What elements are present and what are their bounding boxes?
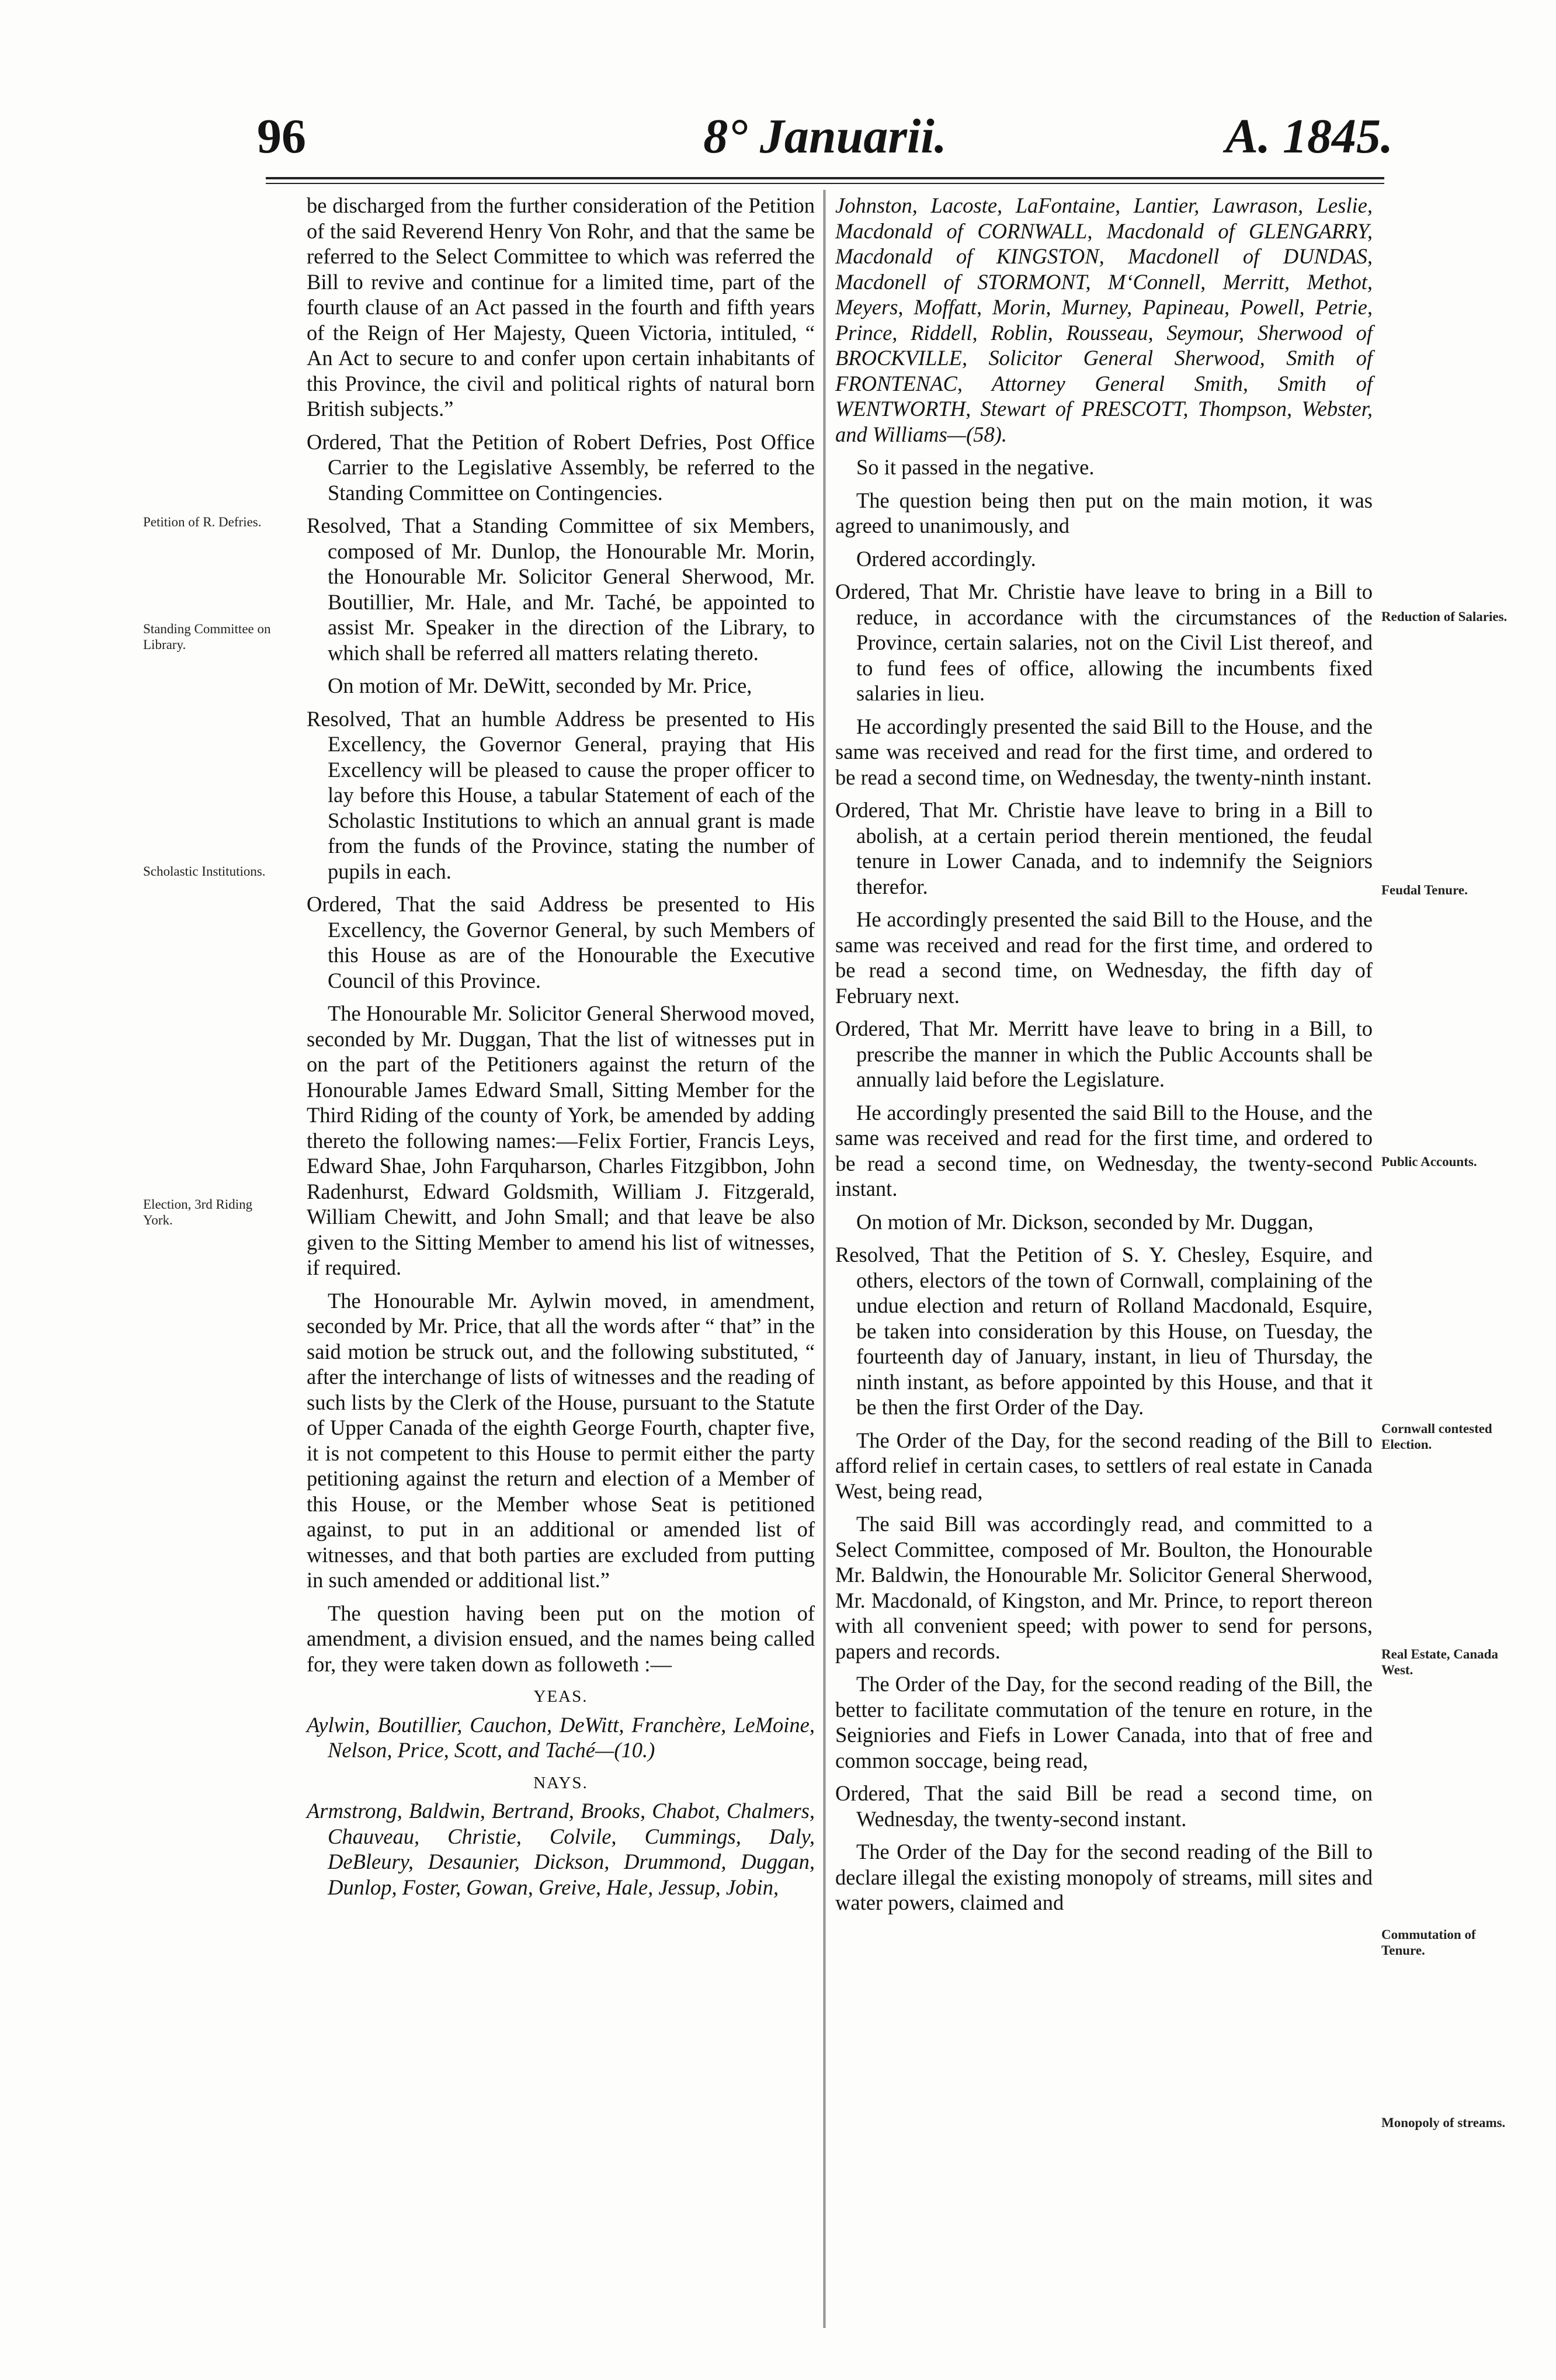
- right-paragraph-11: Resolved, That the Petition of S. Y. Chesley, Esquire, and others, electors of the town of Cornwall, complaining of the undue election and return of Rolland Macdonald, Esquire, be taken into consideration by this House, on Tuesday, the fourteenth day of January, instant, in lieu of Thursday, the ninth instant, as before appointed by this House, and that it be then the first Order of the Day.: [835, 1243, 1373, 1419]
- right-paragraph-3: Ordered accordingly.: [856, 546, 1036, 571]
- right-paragraph-12: The Order of the Day, for the second reading of the Bill to afford relief in certain cases, to settlers of real estate in Canada West, being read,: [835, 1428, 1373, 1503]
- page-header: [257, 108, 1393, 178]
- right-paragraph-6: Ordered, That Mr. Christie have leave to bring in a Bill to abolish, at a certain period therein mentioned, the feudal tenure in Lower Canada, and to indemnify the Seigniors therefor.: [835, 798, 1373, 898]
- left-paragraph-1: be discharged from the further consideration of the Petition of the said Reverend Henry Von Rohr, and that the same be referred to the Select Committee to which was referred the Bill to revive and continue for a limited time, part of the fourth clause of an Act passed in the fourth and fifth years of the Reign of Her Majesty, Queen Victoria, intituled, “ An Act to secure to and confer upon certain inhabitants of this Province, the civil and political rights of natural born British subjects.”: [307, 193, 815, 421]
- right-paragraph-5: He accordingly presented the said Bill to the House, and the same was received and read for the first time, and ordered to be read a second time, on Wednesday, the twenty-ninth instant.: [835, 714, 1373, 789]
- yeas-label: YEAS.: [533, 1687, 588, 1706]
- page-number: 96: [257, 109, 306, 164]
- right-paragraph-10: On motion of Mr. Dickson, seconded by Mr. Duggan,: [856, 1209, 1314, 1234]
- page-date: 8° Januarii.: [703, 109, 947, 164]
- page-year: A. 1845.: [1225, 109, 1393, 164]
- margin-note-library: Standing Committee on Library.: [143, 622, 271, 652]
- header-rule-thin: [266, 183, 1384, 184]
- margin-note-feudal: Feudal Tenure.: [1381, 883, 1468, 897]
- nays-names-continued: Johnston, Lacoste, LaFontaine, Lantier, Lawrason, Leslie, Macdonald of CORNWALL, Macdonald of GLENGARRY, Macdonald of KINGSTON, Macdonell of DUNDAS, Macdonell of STORMONT, M‘Connell, Merritt, Methot, Meyers, Moffatt, Morin, Murney, Papineau, Powell, Petrie, Prince, Riddell, Roblin, Rousseau, Seymour, Sherwood of BROCKVILLE, Solicitor General Sherwood, Smith of FRONTENAC, Attorney General Smith, Smith of WENTWORTH, Stewart of PRESCOTT, Thompson, Webster, and Williams—(58).: [835, 193, 1373, 446]
- column-divider: [824, 190, 828, 2328]
- right-paragraph-8: Ordered, That Mr. Merritt have leave to bring in a Bill, to prescribe the manner in which the Public Accounts shall be annually laid before the Legislature.: [835, 1016, 1373, 1091]
- header-rule-thick: [266, 177, 1384, 179]
- left-paragraph-4: On motion of Mr. DeWitt, seconded by Mr. Price,: [328, 674, 752, 698]
- margin-note-scholastic: Scholastic Institutions.: [143, 864, 266, 879]
- right-paragraph-9: He accordingly presented the said Bill to the House, and the same was received and read for the first time, and ordered to be read a second time, on Wednesday, the twenty-second instant.: [835, 1100, 1373, 1201]
- margin-note-petition: Petition of R. Defries.: [143, 515, 262, 529]
- margin-note-commutation: Commutation of Tenure.: [1381, 1927, 1476, 1958]
- left-column: [307, 193, 815, 1907]
- margin-note-accounts: Public Accounts.: [1381, 1154, 1477, 1169]
- nays-label: NAYS.: [533, 1773, 588, 1792]
- margin-note-cornwall: Cornwall contested Election.: [1381, 1421, 1492, 1452]
- margin-note-election: Election, 3rd Riding York.: [143, 1197, 253, 1227]
- right-paragraph-14: The Order of the Day, for the second reading of the Bill, the better to facilitate commutation of the tenure en roture, in the Seigniories and Fiefs in Lower Canada, into that of free and common soccage, being read,: [835, 1672, 1373, 1772]
- left-paragraph-2: Ordered, That the Petition of Robert Defries, Post Office Carrier to the Legislative Assembly, be referred to the Standing Committee on Contingencies.: [307, 429, 815, 505]
- right-paragraph-7: He accordingly presented the said Bill to the House, and the same was received and read for the first time, and ordered to be read a second time, on Wednesday, the fifth day of February next.: [835, 907, 1373, 1008]
- left-paragraph-3: Resolved, That a Standing Committee of six Members, composed of Mr. Dunlop, the Honourable Mr. Morin, the Honourable Mr. Solicitor General Sherwood, Mr. Boutillier, Mr. Hale, and Mr. Taché, be appointed to assist Mr. Speaker in the direction of the Library, to which shall be referred all matters relating thereto.: [307, 514, 815, 665]
- left-paragraph-5: Resolved, That an humble Address be presented to His Excellency, the Governor General, praying that His Excellency will be pleased to cause the proper officer to lay before this House, a tabular Statement of each of the Scholastic Institutions to which an annual grant is made from the funds of the Province, stating the number of pupils in each.: [307, 706, 815, 883]
- yeas-names: Aylwin, Boutillier, Cauchon, DeWitt, Franchère, LeMoine, Nelson, Price, Scott, and Taché—(10.): [307, 1712, 815, 1762]
- right-paragraph-15: Ordered, That the said Bill be read a second time, on Wednesday, the twenty-second instant.: [835, 1781, 1373, 1831]
- right-paragraph-13: The said Bill was accordingly read, and committed to a Select Committee, composed of Mr. Boulton, the Honourable Mr. Baldwin, the Honourable Mr. Solicitor General Sherwood, Mr. Macdonald, of Kingston, and Mr. Prince, to report thereon with all convenient speed; with power to send for persons, papers and records.: [835, 1512, 1373, 1663]
- right-paragraph-4: Ordered, That Mr. Christie have leave to bring in a Bill to reduce, in accordance with the circumstances of the Province, certain salaries, not on the Civil List thereof, and to fund fees of office, allowing the incumbents fixed salaries in lieu.: [835, 580, 1373, 705]
- right-column: [835, 193, 1373, 1923]
- nays-names: Armstrong, Baldwin, Bertrand, Brooks, Chabot, Chalmers, Chauveau, Christie, Colvile, Cummings, Daly, DeBleury, Desaunier, Dickson, Drummond, Duggan, Dunlop, Foster, Gowan, Greive, Hale, Jessup, Jobin,: [307, 1799, 815, 1899]
- margin-note-salaries: Reduction of Salaries.: [1381, 609, 1508, 624]
- left-paragraph-9: The question having been put on the motion of amendment, a division ensued, and the names being called for, they were taken down as followeth :—: [307, 1601, 815, 1676]
- right-paragraph-16: The Order of the Day for the second reading of the Bill to declare illegal the existing monopoly of streams, mill sites and water powers, claimed and: [835, 1840, 1373, 1914]
- margin-note-monopoly: Monopoly of streams.: [1381, 2115, 1506, 2130]
- left-paragraph-6: Ordered, That the said Address be presented to His Excellency, the Governor General, by such Members of this House as are of the Honourable the Executive Council of this Province.: [307, 892, 815, 993]
- margin-note-realestate: Real Estate, Canada West.: [1381, 1647, 1498, 1677]
- right-paragraph-2: The question being then put on the main motion, it was agreed to unanimously, and: [835, 488, 1373, 537]
- left-paragraph-8: The Honourable Mr. Aylwin moved, in amendment, seconded by Mr. Price, that all the words after “ that” in the said motion be struck out, and the following substituted, “ after the interchange of lists of witnesses and the reading of such lists by the Clerk of the House, pursuant to the Statute of Upper Canada of the eighth George Fourth, chapter five, it is not competent to this House to permit either the party petitioning against the return and election of a Member of this House, or the Member whose Seat is petitioned against, to put in an additional or amended list of witnesses, and that both parties are excluded from putting in such amended or additional list.”: [307, 1288, 815, 1592]
- right-paragraph-1: So it passed in the negative.: [856, 455, 1095, 479]
- left-paragraph-7: The Honourable Mr. Solicitor General Sherwood moved, seconded by Mr. Duggan, That the list of witnesses put in on the part of the Petitioners against the return of the Honourable James Edward Small, Sitting Member for the Third Riding of the county of York, be amended by adding thereto the following names:—Felix Fortier, Francis Leys, Edward Shae, John Farquharson, Charles Fitzgibbon, John Radenhurst, Edward Goldsmith, William J. Fitzgerald, William Chewitt, and John Small; and that leave be also given to the Sitting Member to amend his list of witnesses, if required.: [307, 1001, 815, 1279]
